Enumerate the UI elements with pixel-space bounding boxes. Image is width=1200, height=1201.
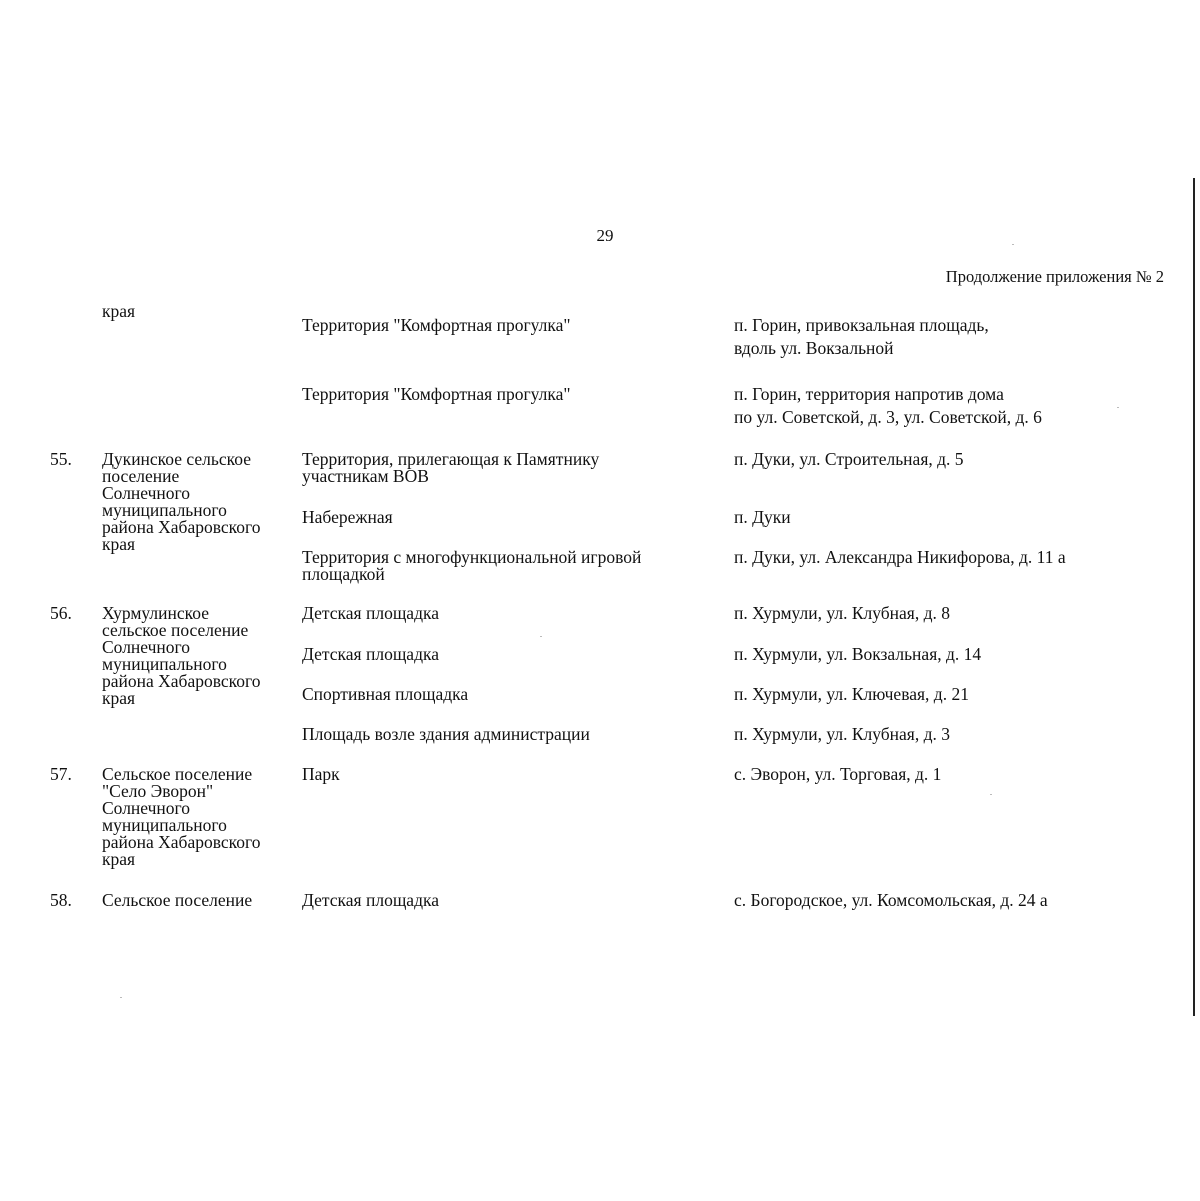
continuation-header: Продолжение приложения № 2 <box>945 267 1164 286</box>
address-line: по ул. Советской, д. 3, ул. Советской, д. 6 <box>734 407 1042 427</box>
place-name <box>302 509 393 526</box>
place-name <box>302 646 439 663</box>
place-address <box>734 766 941 783</box>
place-address <box>734 509 791 526</box>
place-address <box>734 451 964 468</box>
place-name-line: Территория с многофункциональной игровой <box>302 547 642 567</box>
place-name-line: Площадь возле здания администрации <box>302 724 590 744</box>
settlement-name <box>102 766 261 868</box>
settlement-line: муниципального <box>102 500 227 520</box>
address-line: п. Дуки <box>734 507 791 527</box>
scan-edge-line <box>1193 178 1195 1016</box>
place-name <box>302 892 439 909</box>
settlement-line: края <box>102 688 136 708</box>
settlement-line: края <box>102 534 136 554</box>
settlement-line: Солнечного <box>102 798 191 818</box>
address-line: п. Хурмули, ул. Ключевая, д. 21 <box>734 684 969 704</box>
settlement-line: сельское поселение <box>102 620 249 640</box>
place-address <box>734 314 989 360</box>
address-line: п. Дуки, ул. Строительная, д. 5 <box>734 449 964 469</box>
place-name-line: Парк <box>302 764 340 784</box>
place-name <box>302 766 340 783</box>
place-name <box>302 605 439 622</box>
settlement-name <box>102 451 261 553</box>
place-address <box>734 383 1042 429</box>
place-name-line: Детская площадка <box>302 644 439 664</box>
place-address <box>734 549 1066 566</box>
settlement-line: района Хабаровского <box>102 517 261 537</box>
settlement-line: Хурмулинское <box>102 603 209 623</box>
settlement-name <box>102 303 135 320</box>
place-name-line: Спортивная площадка <box>302 684 469 704</box>
place-name-line: Детская площадка <box>302 603 439 623</box>
place-name-line: Детская площадка <box>302 890 439 910</box>
scan-speck <box>120 997 122 998</box>
address-line: п. Горин, территория напротив дома <box>734 384 1004 404</box>
scan-speck <box>1012 244 1014 245</box>
place-name-line: участникам ВОВ <box>302 466 429 486</box>
row-number: 57. <box>50 764 72 784</box>
settlement-line: муниципального <box>102 654 227 674</box>
place-name-line: Территория, прилегающая к Памятнику <box>302 449 600 469</box>
place-address <box>734 726 950 743</box>
row-number: 55. <box>50 449 72 469</box>
address-line: п. Хурмули, ул. Клубная, д. 8 <box>734 603 950 623</box>
place-name-line: Территория "Комфортная прогулка" <box>302 315 571 335</box>
place-name-line: Территория "Комфортная прогулка" <box>302 384 571 404</box>
place-name <box>302 314 571 337</box>
scan-speck <box>540 636 542 637</box>
settlement-name <box>102 892 252 909</box>
place-name <box>302 726 590 743</box>
address-line: с. Эворон, ул. Торговая, д. 1 <box>734 764 942 784</box>
row-number: 58. <box>50 890 72 910</box>
settlement-line: края <box>102 301 136 321</box>
settlement-line: района Хабаровского <box>102 832 261 852</box>
settlement-line: "Село Эворон" <box>102 781 214 801</box>
page-number: 29 <box>596 226 614 245</box>
place-address <box>734 686 969 703</box>
address-line: вдоль ул. Вокзальной <box>734 338 894 358</box>
settlement-line: Дукинское сельское <box>102 449 251 469</box>
place-name <box>302 686 468 703</box>
place-name <box>302 451 599 485</box>
settlement-line: Сельское поселение <box>102 764 253 784</box>
place-address <box>734 646 981 663</box>
settlement-line: Сельское поселение <box>102 890 253 910</box>
place-address <box>734 892 1048 909</box>
place-name <box>302 549 641 583</box>
settlement-line: района Хабаровского <box>102 671 261 691</box>
address-line: с. Богородское, ул. Комсомольская, д. 24 а <box>734 890 1048 910</box>
scan-speck <box>1117 407 1119 408</box>
scan-speck <box>990 794 992 795</box>
settlement-line: поселение <box>102 466 180 486</box>
row-number: 56. <box>50 603 72 623</box>
settlement-name <box>102 605 261 707</box>
address-line: п. Горин, привокзальная площадь, <box>734 315 989 335</box>
address-line: п. Дуки, ул. Александра Никифорова, д. 11 а <box>734 547 1066 567</box>
place-address <box>734 605 950 622</box>
place-name-line: Набережная <box>302 507 393 527</box>
settlement-line: края <box>102 849 136 869</box>
place-name <box>302 383 571 406</box>
settlement-line: муниципального <box>102 815 227 835</box>
settlement-line: Солнечного <box>102 637 191 657</box>
address-line: п. Хурмули, ул. Клубная, д. 3 <box>734 724 950 744</box>
place-name-line: площадкой <box>302 564 385 584</box>
settlement-line: Солнечного <box>102 483 191 503</box>
address-line: п. Хурмули, ул. Вокзальная, д. 14 <box>734 644 982 664</box>
